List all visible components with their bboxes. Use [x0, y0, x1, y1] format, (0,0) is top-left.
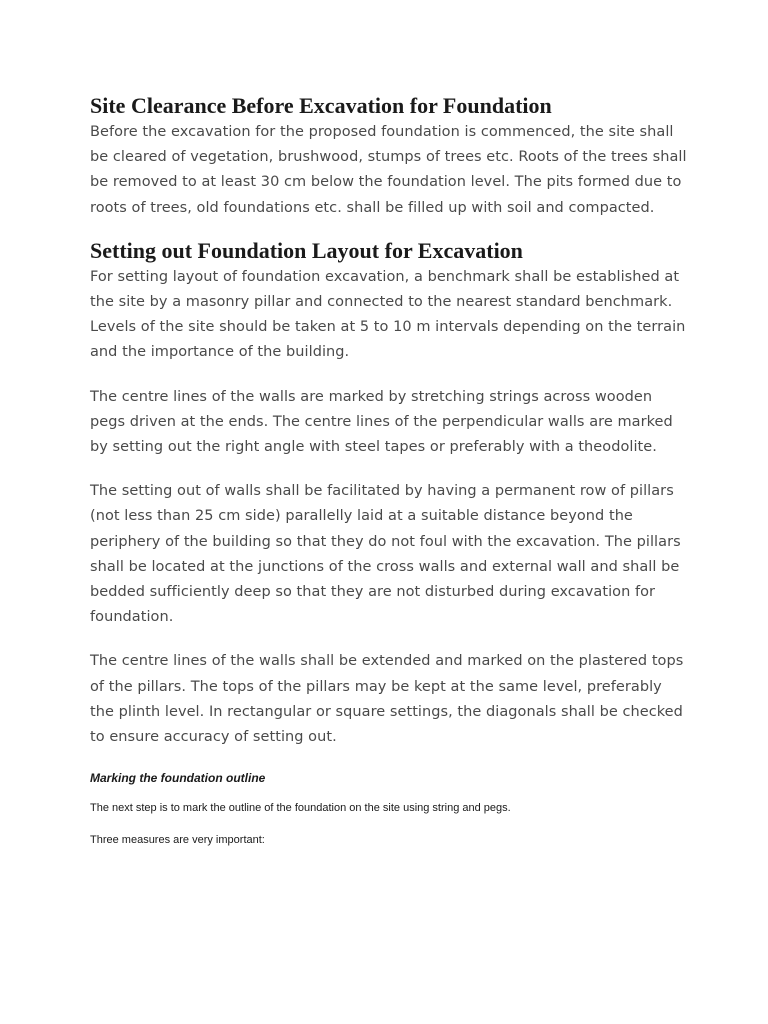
- paragraph-centre-lines: The centre lines of the walls are marked by stretching strings across wooden pegs driven at the ends. The centre lines of the perpendicular walls are marked by setting out the right angle with steel tapes or preferably with a theodolite.: [90, 388, 673, 456]
- heading-setting-out: Setting out Foundation Layout for Excavation: [90, 237, 523, 263]
- paragraph-pillar-tops: The centre lines of the walls shall be extended and marked on the plastered tops of the pillars. The tops of the pillars may be kept at the same level, preferably the plinth level. In rectangular or square settings, the diagonals shall be checked to ensure accuracy of setting out.: [90, 653, 684, 746]
- heading-site-clearance: Site Clearance Before Excavation for Foundation: [90, 93, 552, 118]
- paragraph-three-measures: Three measures are very important:: [90, 834, 265, 847]
- paragraph-pillars: The setting out of walls shall be facilitated by having a permanent row of pillars (not less than 25 cm side) parallelly laid at a suitable distance beyond the periphery of the building so that they do not foul with the excavation. The pillars shall be located at the junctions of the cross walls and external wall and shall be bedded sufficiently deep so that they are not disturbed during excavation for foundation.: [90, 483, 681, 626]
- paragraph-site-clearance: Before the excavation for the proposed foundation is commenced, the site shall be cleared of vegetation, brushwood, stumps of trees etc. Roots of the trees shall be removed to at least 30 cm below the foundation level. The pits formed due to roots of trees, old foundations etc. shall be filled up with soil and compacted.: [90, 124, 687, 216]
- heading-marking-outline: Marking the foundation outline: [90, 771, 266, 786]
- paragraph-benchmark: For setting layout of foundation excavation, a benchmark shall be established at the site by a masonry pillar and connected to the nearest standard benchmark. Levels of the site should be taken at 5 to 10 m intervals depending on the terrain and the importance of the building.: [90, 268, 686, 361]
- paragraph-next-step: The next step is to mark the outline of the foundation on the site using string and pegs.: [90, 802, 511, 815]
- document-page: [90, 92, 690, 847]
